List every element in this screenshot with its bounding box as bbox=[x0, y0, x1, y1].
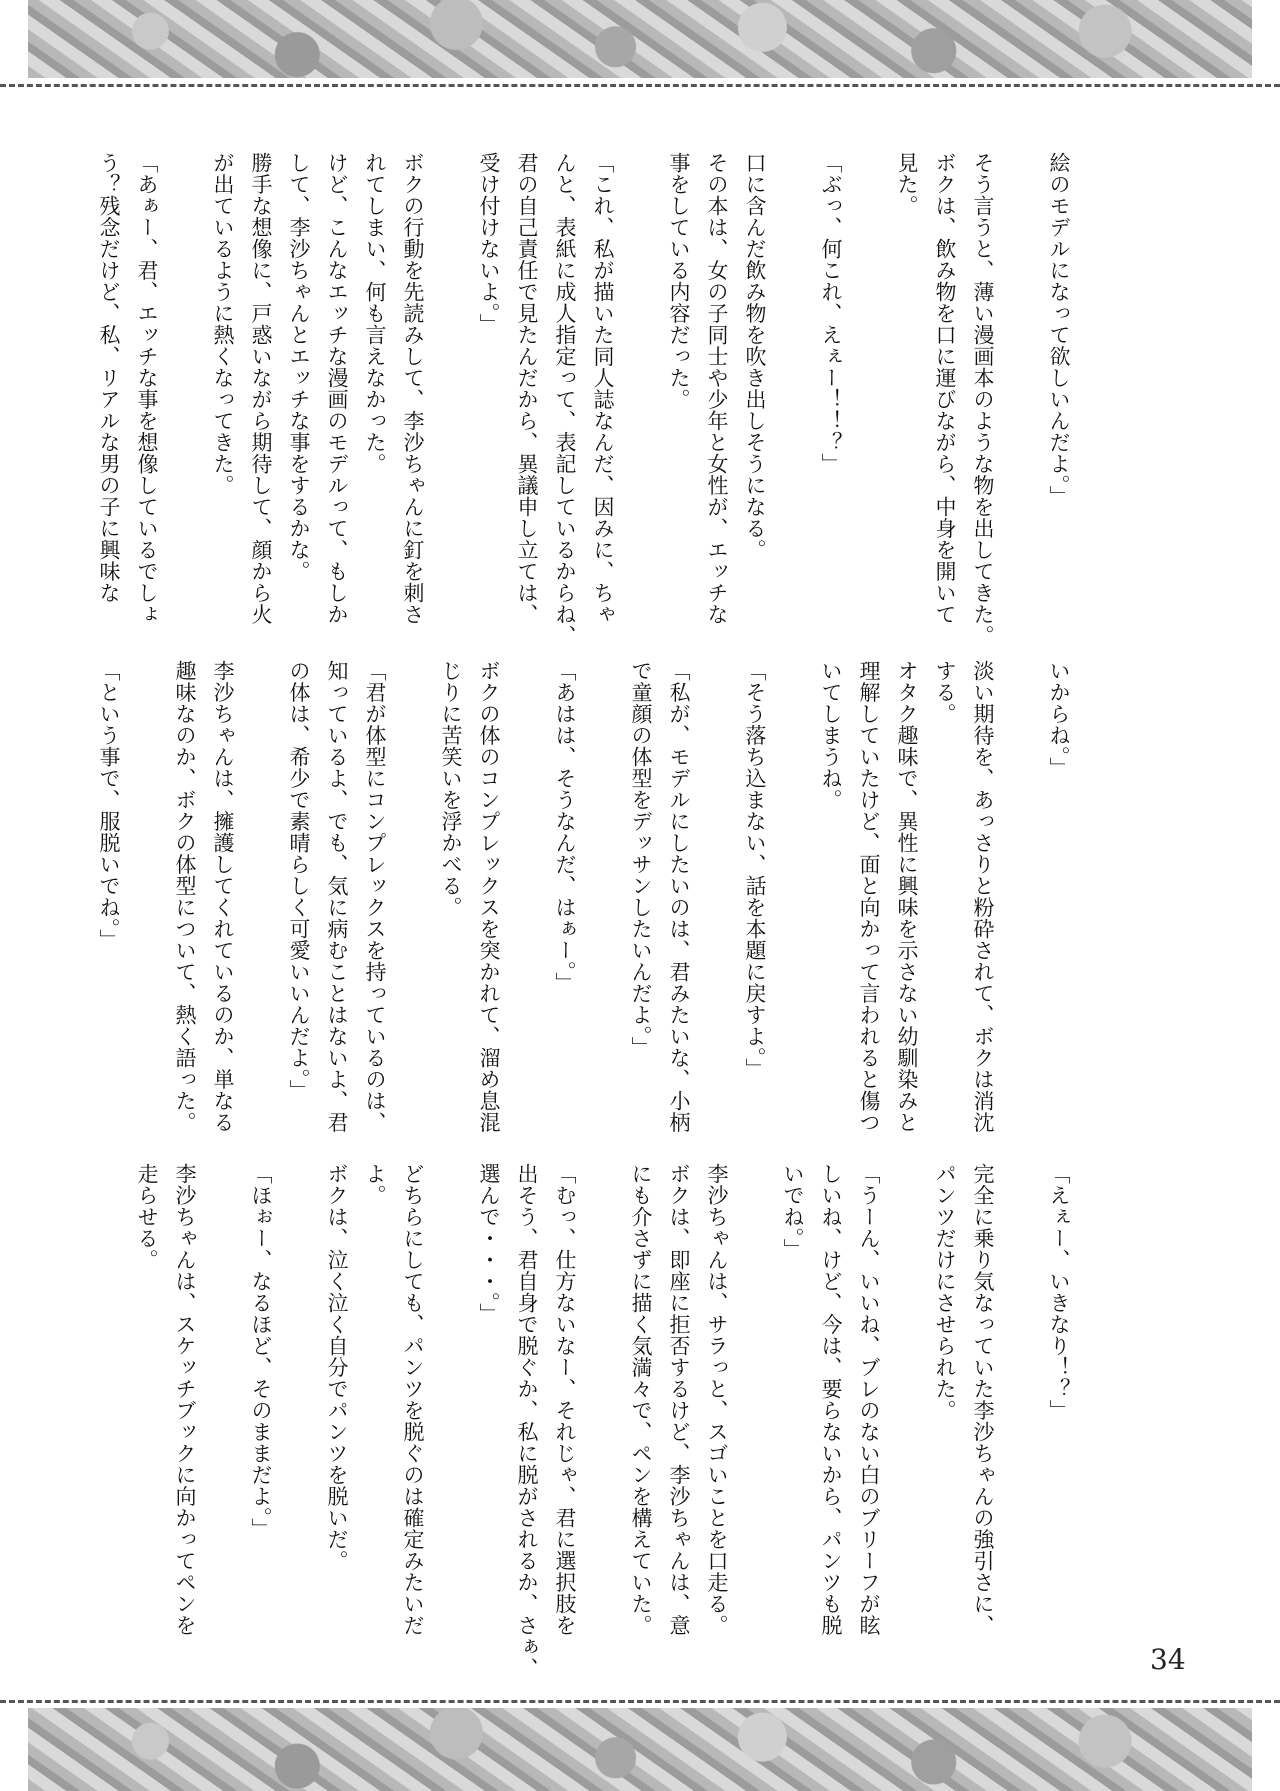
text-column: 見た。 bbox=[895, 152, 919, 217]
text-column: 淡い期待を、あっさりと粉砕されて、ボクは消沈 bbox=[971, 660, 995, 1133]
text-column: 完全に乗り気なっていた李沙ちゃんの強引さに、 bbox=[971, 1163, 995, 1636]
text-column bbox=[435, 152, 467, 712]
text-column: その本は、女の子同士や少年と女性が、エッチな bbox=[705, 152, 729, 625]
text-block-top bbox=[93, 152, 1075, 712]
text-column bbox=[777, 660, 809, 1220]
text-column: して、李沙ちゃんとエッチな事をするかな。 bbox=[287, 152, 311, 582]
text-column: 「君が体型にコンプレックスを持っているのは、 bbox=[363, 660, 387, 1133]
text-column bbox=[587, 1163, 619, 1723]
text-column: 趣味なのか、ボクの体型について、熱く語った。 bbox=[173, 660, 197, 1133]
text-column bbox=[207, 1163, 239, 1723]
text-column: の体は、希少で素晴らしく可愛いいんだよ。」 bbox=[287, 660, 311, 1101]
text-column: れてしまい、何も言えなかった。 bbox=[363, 152, 387, 475]
text-column: ボクは、飲み物を口に運びながら、中身を開いて bbox=[933, 152, 957, 625]
text-column: 理解していたけど、面と向かって言われると傷つ bbox=[857, 660, 881, 1133]
text-column bbox=[435, 1163, 467, 1723]
text-column: パンツだけにさせられた。 bbox=[933, 1163, 957, 1421]
text-column: 選んで・・・。」 bbox=[477, 1163, 501, 1325]
header-dashed-rule bbox=[0, 84, 1280, 87]
text-column: 李沙ちゃんは、サラっと、スゴいことを口走る。 bbox=[705, 1163, 729, 1636]
text-block-bottom bbox=[131, 1163, 1075, 1723]
text-column bbox=[397, 660, 429, 1220]
text-column: する。 bbox=[933, 660, 957, 725]
text-column: 勝手な想像に、戸惑いながら期待して、顔から火 bbox=[249, 152, 273, 625]
text-column: 受け付けないよ。」 bbox=[477, 152, 501, 335]
text-column: いでね。」 bbox=[781, 1163, 805, 1260]
text-column bbox=[169, 152, 201, 712]
text-column: んと、表紙に成人指定って、表記しているからね、 bbox=[553, 152, 577, 647]
text-column: 「むっ、仕方ないなー、それじゃ、君に選択肢を bbox=[553, 1163, 577, 1636]
text-column: 「うーん、いいね、ブレのない白のブリーフが眩 bbox=[857, 1163, 881, 1636]
text-column: ボクは、泣く泣く自分でパンツを脱いだ。 bbox=[325, 1163, 349, 1572]
text-column: ボクの体のコンプレックスを突かれて、溜め息混 bbox=[477, 660, 501, 1133]
text-column: しいね、けど、今は、要らないから、パンツも脱 bbox=[819, 1163, 843, 1636]
text-column: 「あぁー、君、エッチな事を想像しているでしょ bbox=[135, 152, 159, 625]
text-column: が出ているように熱くなってきた。 bbox=[211, 152, 235, 496]
text-column bbox=[701, 660, 733, 1220]
text-column: そう言うと、薄い漫画本のような物を出してきた。 bbox=[971, 152, 995, 647]
text-column: 事をしている内容だった。 bbox=[667, 152, 691, 410]
text-column bbox=[131, 660, 163, 1220]
text-column: よ。 bbox=[363, 1163, 387, 1206]
text-column bbox=[283, 1163, 315, 1723]
text-column: いからね。」 bbox=[1047, 660, 1071, 779]
text-column bbox=[891, 1163, 923, 1723]
text-column: 「という事で、服脱いでね。」 bbox=[97, 660, 121, 951]
text-column: 「これ、私が描いた同人誌なんだ、因みに、ちゃ bbox=[591, 152, 615, 625]
text-column: 知っているよ、でも、気に病むことはないよ、君 bbox=[325, 660, 349, 1133]
text-column bbox=[853, 152, 885, 712]
text-column: 出そう、君自身で脱ぐか、私に脱がされるか、さぁ、 bbox=[515, 1163, 539, 1679]
text-column bbox=[1005, 660, 1037, 1220]
text-column: 「えぇー、いきなり！？」 bbox=[1047, 1163, 1071, 1421]
text-column: 「ぶっ、何これ、えぇー！！？」 bbox=[819, 152, 843, 475]
text-column bbox=[777, 152, 809, 712]
text-column: 「あはは、そうなんだ、はぁー。」 bbox=[553, 660, 577, 994]
text-column: ボクの行動を先読みして、李沙ちゃんに釘を刺さ bbox=[401, 152, 425, 625]
footer-dashed-rule bbox=[0, 1700, 1280, 1703]
text-column: 李沙ちゃんは、スケッチブックに向かってペンを bbox=[173, 1163, 197, 1636]
text-column: じりに苦笑いを浮かべる。 bbox=[439, 660, 463, 918]
text-column: で童顔の体型をデッサンしたいんだよ。」 bbox=[629, 660, 653, 1058]
text-column bbox=[1005, 152, 1037, 712]
text-column: 「私が、モデルにしたいのは、君みたいな、小柄 bbox=[667, 660, 691, 1133]
text-column: どちらにしても、パンツを脱ぐのは確定みたいだ bbox=[401, 1163, 425, 1636]
text-column: 走らせる。 bbox=[135, 1163, 159, 1271]
text-column: にも介さずに描く気満々で、ペンを構えていた。 bbox=[629, 1163, 653, 1636]
decorative-footer-band bbox=[28, 1708, 1252, 1791]
text-column: 李沙ちゃんは、擁護してくれているのか、単なる bbox=[211, 660, 235, 1133]
text-block-middle bbox=[93, 660, 1075, 1220]
text-column: 口に含んだ飲み物を吹き出しそうになる。 bbox=[743, 152, 767, 561]
text-column: いてしまうね。 bbox=[819, 660, 843, 811]
text-column bbox=[587, 660, 619, 1220]
text-column: 君の自己責任で見たんだから、異議申し立ては、 bbox=[515, 152, 539, 625]
text-column bbox=[1005, 1163, 1037, 1723]
text-column: う？残念だけど、私、リアルな男の子に興味な bbox=[97, 152, 121, 604]
text-column bbox=[739, 1163, 771, 1723]
text-column: 絵のモデルになって欲しいんだよ。」 bbox=[1047, 152, 1071, 507]
page-number: 34 bbox=[1150, 1643, 1186, 1676]
text-column: ボクは、即座に拒否するけど、李沙ちゃんは、意 bbox=[667, 1163, 691, 1636]
text-column: けど、こんなエッチな漫画のモデルって、もしか bbox=[325, 152, 349, 625]
text-column bbox=[511, 660, 543, 1220]
decorative-header-band bbox=[28, 0, 1252, 78]
text-column: 「ほぉー、なるほど、そのままだよ。」 bbox=[249, 1163, 273, 1540]
text-column bbox=[625, 152, 657, 712]
text-column: 「そう落ち込まない、話を本題に戻すよ。」 bbox=[743, 660, 767, 1080]
text-column: オタク趣味で、異性に興味を示さない幼馴染みと bbox=[895, 660, 919, 1133]
text-column bbox=[245, 660, 277, 1220]
